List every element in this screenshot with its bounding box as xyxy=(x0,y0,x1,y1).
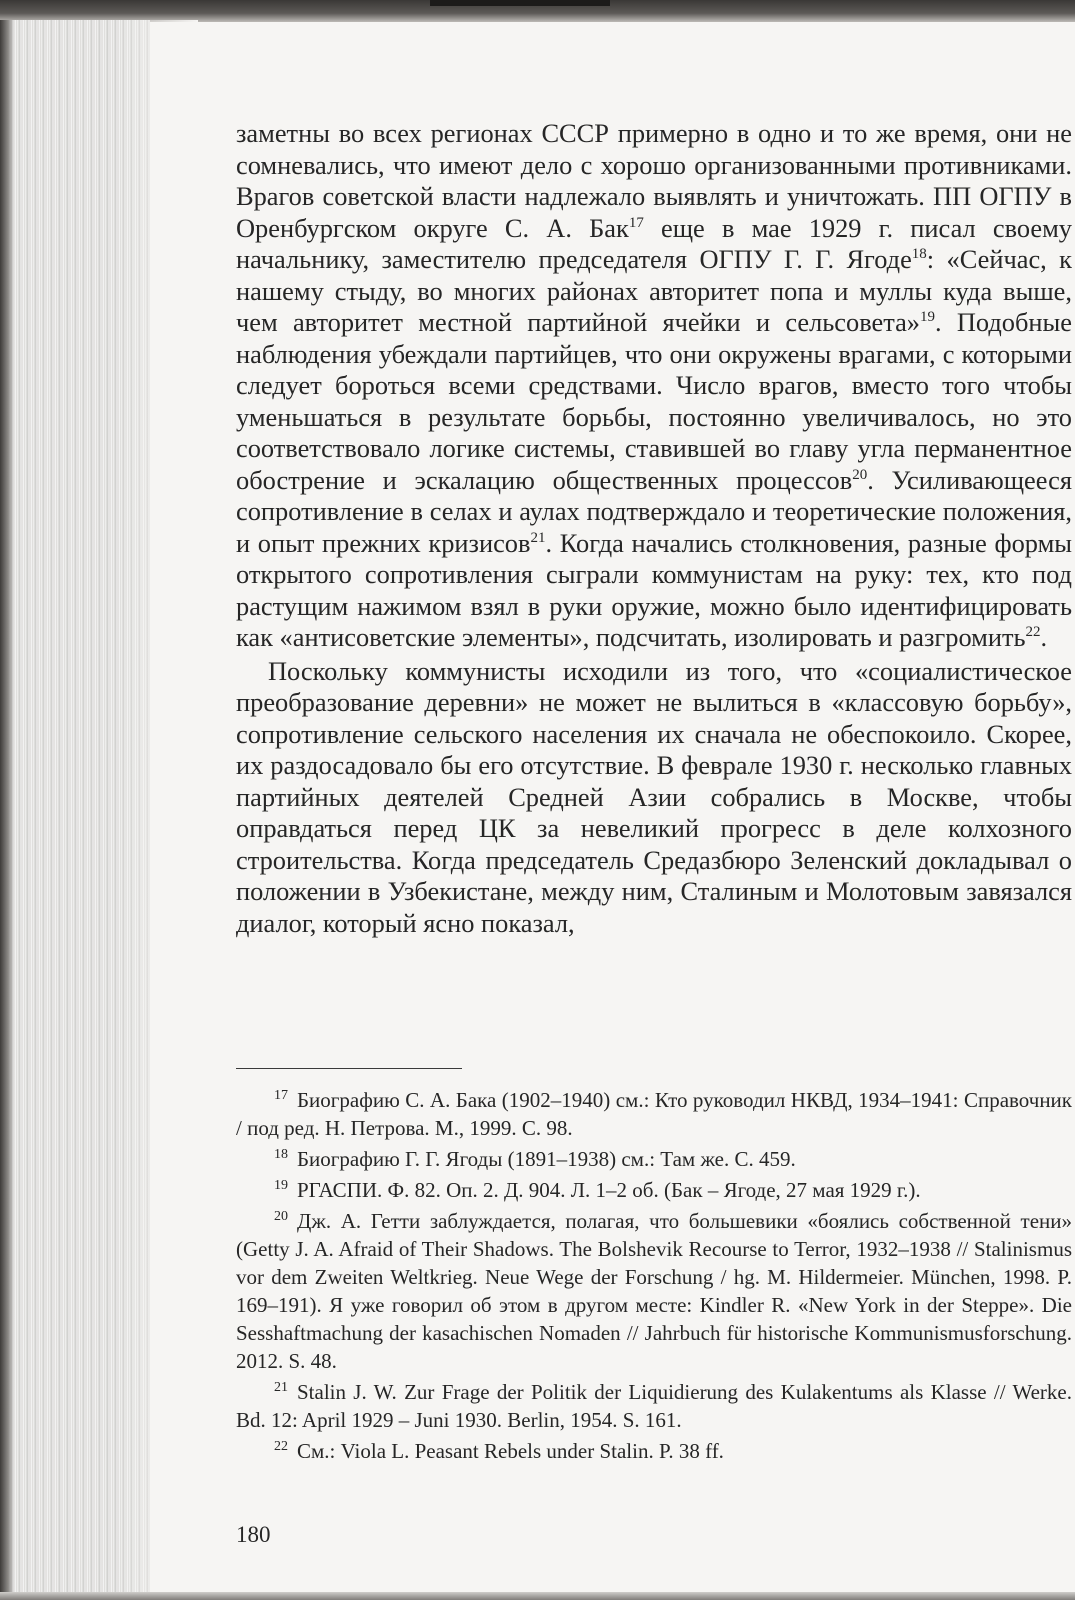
footnote-text: См.: Viola L. Peasant Rebels under Stalin. P. 38 ff. xyxy=(297,1439,724,1463)
footnote-20 xyxy=(236,1207,1072,1375)
footnote-number: 19 xyxy=(274,1178,288,1193)
main-text xyxy=(236,118,1072,939)
footnote-number: 22 xyxy=(274,1439,288,1454)
p1-run: заметны во всех регионах СССР примерно в одно и то же время, они не сомневались, что имеют дело с хорошо организованными противниками. Врагов советской власти надлежало выявлять и уничтожать. ПП ОГПУ в Оренбургском округе С. А. Бак xyxy=(236,118,1072,243)
footnote-text: Биографию С. А. Бака (1902–1940) см.: Кто руководил НКВД, 1934–1941: Справочник / под ред. Н. Петрова. М., 1999. С. 98. xyxy=(236,1088,1072,1140)
footnote-22 xyxy=(236,1437,1072,1465)
footnote-ref-22: 22 xyxy=(1025,624,1041,641)
spine-shadow xyxy=(0,20,14,1600)
p1-run: : «Сейчас, к нашему стыду, во многих районах авторитет попа и муллы куда выше, чем авторитет местной партийной ячейки и сельсовета» xyxy=(236,244,1072,337)
footnote-number: 18 xyxy=(274,1147,288,1162)
footnote-number: 21 xyxy=(274,1380,288,1395)
footnote-18 xyxy=(236,1145,1072,1173)
footnote-ref-17: 17 xyxy=(628,214,644,231)
book-bottom-edge xyxy=(0,1592,1075,1600)
footnote-text: Биографию Г. Г. Ягоды (1891–1938) см.: Там же. С. 459. xyxy=(297,1147,796,1171)
p1-run: . xyxy=(1040,622,1048,652)
footnote-number: 20 xyxy=(274,1209,288,1224)
footnote-ref-18: 18 xyxy=(911,246,927,263)
p1-run: . Усиливающееся сопротивление в селах и аулах подтверждало и теоретические положения, и опыт прежних кризисов xyxy=(236,464,1072,558)
footnote-separator xyxy=(236,1068,462,1069)
p1-run: еще в мае 1929 г. писал своему начальнику, заместителю председателя ОГПУ Г. Г. Ягоде xyxy=(236,212,1073,274)
footnote-text: РГАСПИ. Ф. 82. Оп. 2. Д. 904. Л. 1–2 об. (Бак – Ягоде, 27 мая 1929 г.). xyxy=(297,1178,921,1202)
footnote-number: 17 xyxy=(274,1088,288,1103)
book-top-edge xyxy=(0,0,1075,22)
footnotes xyxy=(236,1086,1072,1468)
footnote-21 xyxy=(236,1378,1072,1434)
paragraph-1 xyxy=(236,118,1072,654)
footnote-ref-19: 19 xyxy=(920,309,935,326)
p1-run: . Подобные наблюдения убеждали партийцев, что они окружены врагами, с которыми следует бороться всеми средствами. Число врагов, вместо того чтобы уменьшаться в результате борьбы, постоянно увеличивалось, но это соответствовало логике системы, ставившей во главу угла перманентное обострение и эскалацию общественных процессов xyxy=(236,307,1072,495)
footnote-text: Stalin J. W. Zur Frage der Politik der Liquidierung des Kulakentums als Klasse // Werke. Bd. 12: April 1929 – Juni 1930. Berlin, 1954. S. 161. xyxy=(236,1380,1072,1432)
paragraph-2: Поскольку коммунисты исходили из того, что «социалистическое преобразование деревни» не может не вылиться в «классовую борьбу», сопротивление сельского населения их сначала не обеспокоило. Скорее, их раздосадовало бы его отсутствие. В феврале 1930 г. несколько главных партийных деятелей Средней Азии собрались в Москве, чтобы оправдаться перед ЦК за невеликий прогресс в деле колхозного строительства. Когда председатель Средазбюро Зеленский докладывал о положении в Узбекистане, между ним, Сталиным и Молотовым завязался диалог, который ясно показал, xyxy=(236,655,1072,938)
edge-fade xyxy=(118,20,198,1600)
footnote-ref-20: 20 xyxy=(852,466,868,483)
page-number: 180 xyxy=(236,1522,271,1547)
footnote-19 xyxy=(236,1176,1072,1204)
p1-run: . Когда начались столкновения, разные формы открытого сопротивления сыграли коммунистам на руку: тех, кто под растущим нажимом взял в руки оружие, можно было идентифицировать как «антисоветские элементы», подсчитать, изолировать и разгромить xyxy=(236,527,1072,652)
footnote-17 xyxy=(236,1086,1072,1142)
footnote-ref-21: 21 xyxy=(530,529,546,546)
footnote-text: Дж. А. Гетти заблуждается, полагая, что большевики «боялись собственной тени» (Getty J. A. Afraid of Their Shadows. The Bolshevik Recourse to Terror, 1932–1938 // Stalinismus vor dem Zweiten Weltkrieg. Neue Wege der Forschung / hg. M. Hildermeier. München, 1998. P. 169–191). Я уже говорил об этом в другом месте: Kindler R. «New York in der Steppe». Die Sesshaftmachung der kasachischen Nomaden // Jahrbuch für historische Kommunismusforschung. 2012. S. 48. xyxy=(236,1209,1072,1373)
